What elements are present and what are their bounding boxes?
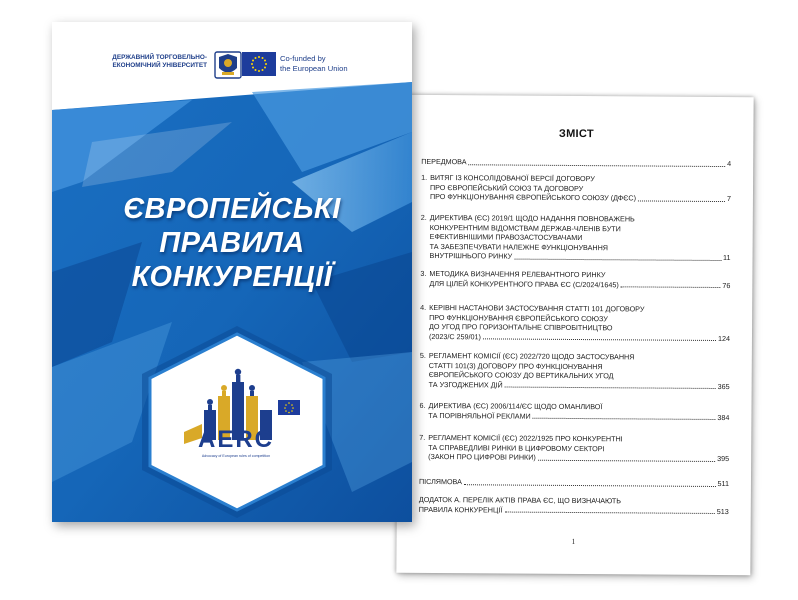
toc-entry-page: 11 (723, 253, 731, 263)
toc-entry-line: РЕГЛАМЕНТ КОМІСІЇ (ЄС) 2022/1925 ПРО КОНКУРЕНТНІ (428, 432, 623, 444)
toc-entry (419, 477, 729, 489)
toc-entry (421, 173, 731, 204)
toc-entry-text (419, 477, 729, 489)
toc-entry-line: (ЗАКОН ПРО ЦИФРОВІ РИНКИ) (428, 452, 536, 462)
toc-entry-last-line (419, 505, 729, 517)
page-number: 1 (571, 536, 576, 547)
toc-entry-line: ПРО ФУНКЦІОНУВАННЯ ЄВРОПЕЙСЬКОГО СОЮЗУ (ДФЄС) (429, 192, 637, 203)
toc-entry-line: ПРАВИЛА КОНКУРЕНЦІЇ (418, 504, 503, 515)
toc-entry-line: ПЕРЕДМОВА (421, 156, 467, 167)
toc-entry-last-line (429, 380, 730, 392)
toc-entry-line: ВНУТРІШНЬОГО РИНКУ (429, 251, 513, 261)
toc-entry-line: ДОДАТОК А. ПЕРЕЛІК АКТІВ ПРАВА ЄС, ЩО ВИЗНАЧАЮТЬ (418, 494, 622, 506)
toc-entry-text (420, 351, 730, 392)
toc-entry-number: 7. (419, 432, 426, 442)
cofunded-line-2: the European Union (280, 64, 348, 73)
toc-entry-text (421, 157, 731, 169)
toc-entry-number: 3. (420, 268, 427, 278)
toc-entry-line: ТА УЗГОДЖЕНИХ ДІЙ (428, 379, 503, 390)
book-cover (52, 22, 412, 522)
aerc-tagline: Advocacy of European rules of competition (201, 454, 271, 458)
toc-entry (419, 495, 729, 516)
toc-entry-page: 384 (717, 412, 730, 422)
cover-title-line-2: ПРАВИЛА (159, 227, 305, 259)
toc-entry-line: ПРО ЄВРОПЕЙСЬКИЙ СОЮЗ ТА ДОГОВОРУ (429, 182, 584, 193)
toc-entry (419, 433, 729, 464)
toc-entry-last-line (419, 477, 729, 489)
toc-dot-leader (469, 163, 726, 167)
toc-entry-page: 395 (717, 454, 730, 464)
university-crest-icon (212, 48, 244, 82)
toc-entry-page: 7 (726, 194, 731, 204)
toc-entry-line: ДЛЯ ЦІЛЕЙ КОНКУРЕНТНОГО ПРАВА ЄС (С/2024/1645) (429, 278, 619, 289)
cover-title-line-3: КОНКУРЕНЦІЇ (131, 261, 333, 293)
toc-entry-line: КОНКУРЕНТНИМ ВІДОМСТВАМ ДЕРЖАВ-ЧЛЕНІВ БУТИ (429, 222, 621, 233)
toc-entry-last-line (429, 279, 730, 291)
eu-flag-icon (242, 52, 276, 76)
toc-entry-line: ЕФЕКТИВНІШИМИ ПРАВОЗАСТОСУВАЧАМИ (429, 232, 583, 243)
toc-entry-page: 511 (717, 478, 729, 489)
toc-entry (420, 269, 730, 290)
toc-dot-leader (504, 511, 714, 514)
toc-entry-last-line (430, 251, 731, 263)
toc-entry-line: (2023/С 259/01) (428, 331, 481, 342)
toc-entry-page: 124 (717, 333, 731, 343)
toc-entry-line: РЕГЛАМЕНТ КОМІСІЇ (ЄС) 2022/720 ЩОДО ЗАСТОСУВАННЯ (428, 350, 635, 362)
toc-dot-leader (514, 258, 721, 261)
toc-entry-text (419, 401, 729, 422)
toc-entry-line: КЕРІВНІ НАСТАНОВИ ЗАСТОСУВАННЯ СТАТТІ 101 ДОГОВОРУ (429, 302, 645, 314)
toc-entry-text (419, 495, 729, 516)
cover-title-line-1: ЄВРОПЕЙСЬКІ (123, 193, 341, 225)
toc-entry-line: ПРО ФУНКЦІОНУВАННЯ ЄВРОПЕЙСЬКОГО СОЮЗУ (429, 312, 608, 323)
toc-entry (421, 213, 731, 263)
toc-entry-last-line (428, 411, 729, 423)
cofunded-label (280, 54, 348, 74)
toc-dot-leader (538, 459, 715, 462)
toc-entry-number: 6. (419, 400, 426, 410)
cofunded-line-1: Co-funded by (280, 54, 326, 63)
toc-entry-line: СТАТТІ 101(3) ДОГОВОРУ ПРО ФУНКЦІОНУВАННЯ (428, 360, 603, 371)
toc-entry-line: ДИРЕКТИВА (ЄС) 2006/114/ЄС ЩОДО ОМАНЛИВОЇ (428, 400, 603, 412)
logo-bar (52, 22, 412, 110)
toc-entry (420, 303, 730, 344)
toc-entry-last-line (429, 332, 730, 344)
toc-entry-page: 513 (716, 506, 729, 516)
toc-dot-leader (638, 199, 725, 202)
toc-entry (419, 401, 729, 422)
toc-entry-last-line (421, 157, 731, 169)
table-of-contents-page (396, 95, 753, 575)
toc-entry-line: ТА ЗАБЕЗПЕЧУВАТИ НАЛЕЖНЕ ФУНКЦІОНУВАННЯ (429, 241, 609, 253)
toc-entry-line: ТА СПРАВЕДЛИВІ РИНКИ В ЦИФРОВОМУ СЕКТОРІ (428, 442, 605, 453)
toc-entry-text (420, 269, 730, 290)
toc-dot-leader (483, 338, 716, 342)
aerc-logo-emblem (132, 322, 342, 522)
toc-entry-number: 1. (421, 172, 428, 182)
toc-entry-text (419, 433, 729, 464)
toc-dot-leader (533, 417, 716, 420)
aerc-logo-text: AERC (197, 426, 274, 453)
toc-entry-number: 5. (419, 350, 426, 360)
toc-entry-page: 365 (717, 381, 730, 391)
toc-entry (421, 157, 731, 169)
university-name: ДЕРЖАВНИЙ ТОРГОВЕЛЬНО-ЕКОНОМІЧНИЙ УНІВЕРСИТЕТ (112, 54, 207, 69)
toc-entry-line: ПІСЛЯМОВА (418, 476, 462, 487)
toc-entry-text (420, 303, 730, 344)
toc-title: ЗМІСТ (558, 127, 594, 141)
toc-entry (420, 351, 730, 392)
toc-entry-number: 2. (420, 212, 427, 222)
toc-entry-number: 4. (420, 302, 427, 312)
toc-entry-line: ДО УГОД ПРО ГОРИЗОНТАЛЬНЕ СПІВРОБІТНИЦТВО (429, 322, 613, 333)
toc-entry-line: ТА ПОРІВНЯЛЬНОЇ РЕКЛАМИ (428, 410, 531, 421)
toc-entry-last-line (430, 192, 731, 204)
toc-dot-leader (505, 386, 716, 389)
toc-entry-text (421, 173, 731, 204)
toc-entry-page: 76 (722, 280, 731, 290)
toc-dot-leader (621, 286, 721, 289)
toc-entry-last-line (428, 452, 729, 464)
toc-dot-leader (464, 483, 716, 487)
toc-entry-page: 4 (727, 159, 732, 169)
toc-entry-line: ВИТЯГ ІЗ КОНСОЛІДОВАНОЇ ВЕРСІЇ ДОГОВОРУ (430, 172, 595, 184)
toc-entry-text (421, 213, 731, 263)
toc-entry-line: ДИРЕКТИВА (ЄС) 2019/1 ЩОДО НАДАННЯ ПОВНОВАЖЕНЬ (429, 212, 635, 224)
toc-entry-line: ЄВРОПЕЙСЬКОГО СОЮЗУ ДО ВЕРТИКАЛЬНИХ УГОД (428, 370, 614, 381)
cover-title (52, 192, 412, 294)
toc-entry-line: МЕТОДИКА ВИЗНАЧЕННЯ РЕЛЕВАНТНОГО РИНКУ (429, 268, 606, 280)
